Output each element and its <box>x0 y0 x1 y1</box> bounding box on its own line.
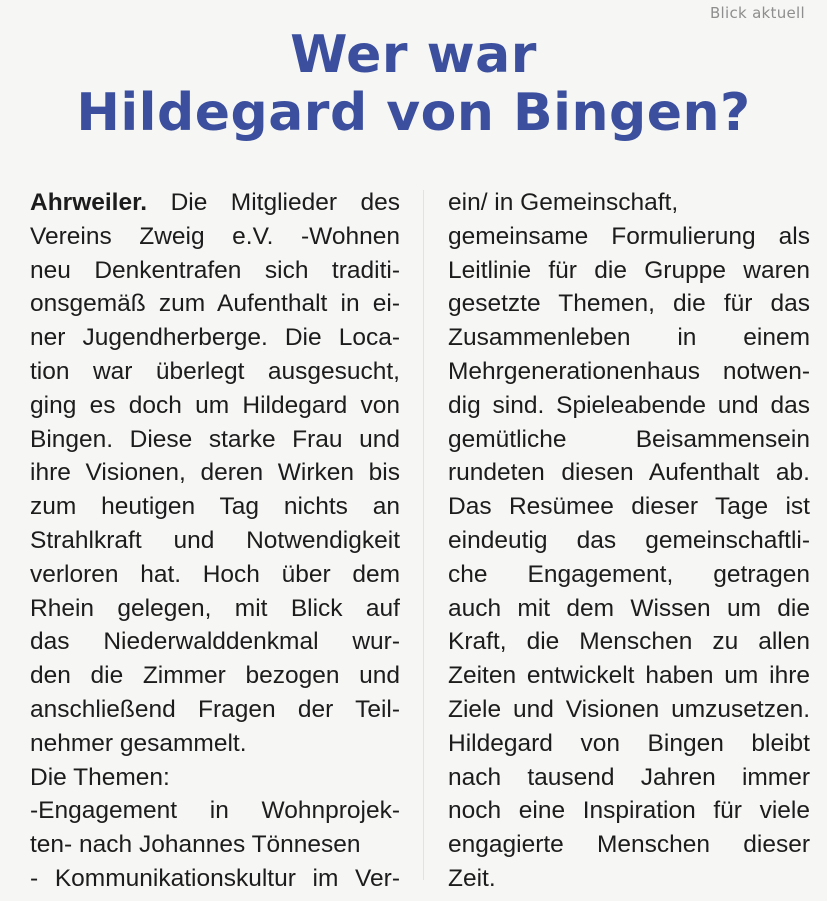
column-line: Kraft, die Menschen zu allen <box>448 628 810 656</box>
column-line: gemeinsame Formulierung als <box>448 222 810 250</box>
dateline: Ahrweiler. <box>30 189 148 216</box>
column-line: ein/ in Gemeinschaft, <box>448 189 679 216</box>
column-line: verloren hat. Hoch über dem <box>30 560 400 588</box>
column-line-text: Die Mitglieder des <box>170 189 400 216</box>
headline-line-2: Hildegard von Bingen? <box>76 83 751 143</box>
column-line: eindeutig das gemeinschaftli- <box>448 526 810 554</box>
column-line: Rhein gelegen, mit Blick auf <box>30 594 400 622</box>
column-line: onsgemäß zum Aufenthalt in ei- <box>30 290 400 318</box>
column-line: nach tausend Jahren immer <box>448 763 810 791</box>
column-line: ging es doch um Hildegard von <box>30 391 400 419</box>
column-line: neu Denkentrafen sich traditi- <box>30 256 400 284</box>
column-line: zum heutigen Tag nichts an <box>30 493 400 521</box>
column-line: Zeiten entwickelt haben um ihre <box>448 662 810 690</box>
column-line: tion war überlegt ausgesucht, <box>30 357 400 385</box>
column-line: ner Jugendherberge. Die Loca- <box>30 324 400 352</box>
column-line: Mehrgenerationenhaus notwen- <box>448 357 810 385</box>
column-line: Zeit. <box>448 864 496 892</box>
column-line: Bingen. Diese starke Frau und <box>30 425 400 453</box>
headline-line-1: Wer war <box>290 25 537 85</box>
column-line: Leitlinie für die Gruppe waren <box>448 256 810 284</box>
column-line: che Engagement, getragen <box>448 560 810 588</box>
column-line: -Engagement in Wohnprojek- <box>30 797 400 825</box>
column-divider <box>423 190 424 880</box>
column-line <box>30 186 400 220</box>
column-line: auch mit dem Wissen um die <box>448 594 810 622</box>
column-line: Strahlkraft und Notwendigkeit <box>30 526 400 554</box>
column-line: nehmer gesammelt. <box>30 729 247 757</box>
column-line: den die Zimmer bezogen und <box>30 662 400 690</box>
column-line: Die Themen: <box>30 763 170 791</box>
column-line: dig sind. Spieleabende und das <box>448 391 810 419</box>
column-line: anschließend Fragen der Teil- <box>30 695 400 723</box>
column-line: gesetzte Themen, die für das <box>448 290 810 318</box>
column-line: - Kommunikationskultur im Ver- <box>30 864 400 892</box>
column-line: Ziele und Visionen umzusetzen. <box>448 695 810 723</box>
column-line: gemütliche Beisammensein <box>448 425 810 453</box>
column-line: noch eine Inspiration für viele <box>448 797 810 825</box>
section-tag: Blick aktuell <box>709 4 805 22</box>
column-line: ihre Visionen, deren Wirken bis <box>30 459 400 487</box>
column-line: rundeten diesen Aufenthalt ab. <box>448 459 810 487</box>
column-line: Vereins Zweig e.V. -Wohnen <box>30 222 400 250</box>
column-line: Zusammenleben in einem <box>448 324 810 352</box>
article-column-right <box>448 186 810 896</box>
column-line: das Niederwalddenkmal wur- <box>30 628 400 656</box>
column-line: engagierte Menschen dieser <box>448 831 810 859</box>
column-line: Hildegard von Bingen bleibt <box>448 729 810 757</box>
column-line: Das Resümee dieser Tage ist <box>448 493 810 521</box>
column-line: ten- nach Johannes Tönnesen <box>30 831 361 859</box>
article-column-left <box>30 186 400 896</box>
article-headline <box>0 26 827 142</box>
